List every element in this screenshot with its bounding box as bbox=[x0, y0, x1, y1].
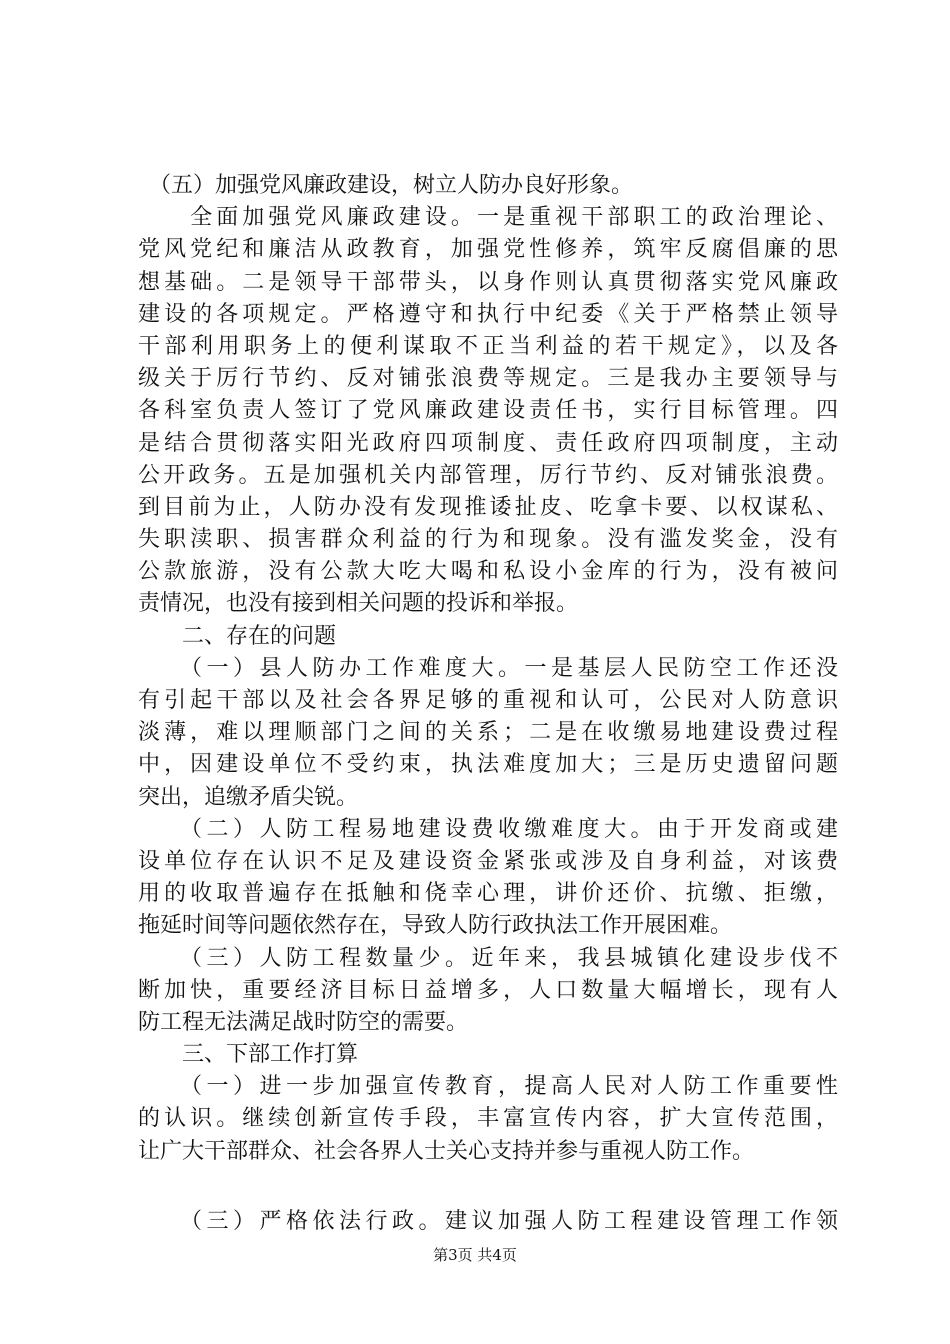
text-line: 断加快，重要经济目标日益增多，人口数量大幅增长，现有人 bbox=[138, 977, 838, 1003]
text-line: （一）进一步加强宣传教育，提高人民对人防工作重要性 bbox=[138, 1074, 838, 1100]
text-line: 全面加强党风廉政建设。一是重视干部职工的政治理论、 bbox=[138, 205, 838, 231]
text-line: 让广大干部群众、社会各界人士关心支持并参与重视人防工作。 bbox=[138, 1138, 755, 1164]
text-line: 中，因建设单位不受约束，执法难度加大；三是历史遗留问题 bbox=[138, 752, 838, 778]
text-line: 干部利用职务上的便利谋取不正当利益的若干规定》，以及各 bbox=[138, 333, 838, 359]
text-line: 公开政务。五是加强机关内部管理，厉行节约、反对铺张浪费。 bbox=[138, 462, 838, 488]
text-line: （三）人防工程数量少。近年来，我县城镇化建设步伐不 bbox=[138, 945, 838, 971]
text-line: 公款旅游，没有公款大吃大喝和私设小金库的行为，没有被问 bbox=[138, 559, 838, 585]
text-line: 级关于厉行节约、反对铺张浪费等规定。三是我办主要领导与 bbox=[138, 366, 838, 392]
section-heading: 三、下部工作打算 bbox=[138, 1042, 359, 1068]
text-line: 用的收取普遍存在抵触和侥幸心理，讲价还价、抗缴、拒缴， bbox=[138, 881, 838, 907]
text-line: （五）加强党风廉政建设，树立人防办良好形象。 bbox=[138, 173, 634, 198]
text-line: 的认识。继续创新宣传手段，丰富宣传内容，扩大宣传范围， bbox=[138, 1106, 838, 1132]
text-line: （三）严格依法行政。建议加强人防工程建设管理工作领 bbox=[138, 1208, 838, 1234]
text-line: 想基础。二是领导干部带头，以身作则认真贯彻落实党风廉政 bbox=[138, 269, 838, 295]
document-body bbox=[138, 170, 838, 1238]
page-number-label: 第3页 共4页 bbox=[433, 1246, 517, 1264]
text-line: 各科室负责人签订了党风廉政建设责任书，实行目标管理。四 bbox=[138, 398, 838, 424]
text-line: （二）人防工程易地建设费收缴难度大。由于开发商或建 bbox=[138, 816, 838, 842]
text-line: 淡薄，难以理顺部门之间的关系；二是在收缴易地建设费过程 bbox=[138, 720, 838, 746]
text-line: 建设的各项规定。严格遵守和执行中纪委《关于严格禁止领导 bbox=[138, 301, 838, 327]
text-line: 有引起干部以及社会各界足够的重视和认可，公民对人防意识 bbox=[138, 688, 838, 713]
text-line: 是结合贯彻落实阳光政府四项制度、责任政府四项制度，主动 bbox=[138, 430, 838, 456]
paragraph-gap bbox=[138, 1168, 838, 1206]
text-line: 失职渎职、损害群众利益的行为和现象。没有滥发奖金，没有 bbox=[138, 527, 838, 553]
section-heading: 二、存在的问题 bbox=[138, 623, 337, 649]
text-line: 突出，追缴矛盾尖锐。 bbox=[138, 784, 359, 810]
text-line: 防工程无法满足战时防空的需要。 bbox=[138, 1009, 469, 1035]
text-line: 设单位存在认识不足及建设资金紧张或涉及自身利益，对该费 bbox=[138, 848, 838, 874]
text-line: 责情况，也没有接到相关问题的投诉和举报。 bbox=[138, 591, 579, 617]
text-line: 党风党纪和廉洁从政教育，加强党性修养，筑牢反腐倡廉的思 bbox=[138, 237, 838, 263]
text-line: （一）县人防办工作难度大。一是基层人民防空工作还没 bbox=[138, 655, 838, 681]
page-footer bbox=[0, 1244, 950, 1265]
text-line: 拖延时间等问题依然存在，导致人防行政执法工作开展困难。 bbox=[138, 913, 733, 939]
text-line: 到目前为止，人防办没有发现推诿扯皮、吃拿卡要、以权谋私、 bbox=[138, 494, 838, 520]
